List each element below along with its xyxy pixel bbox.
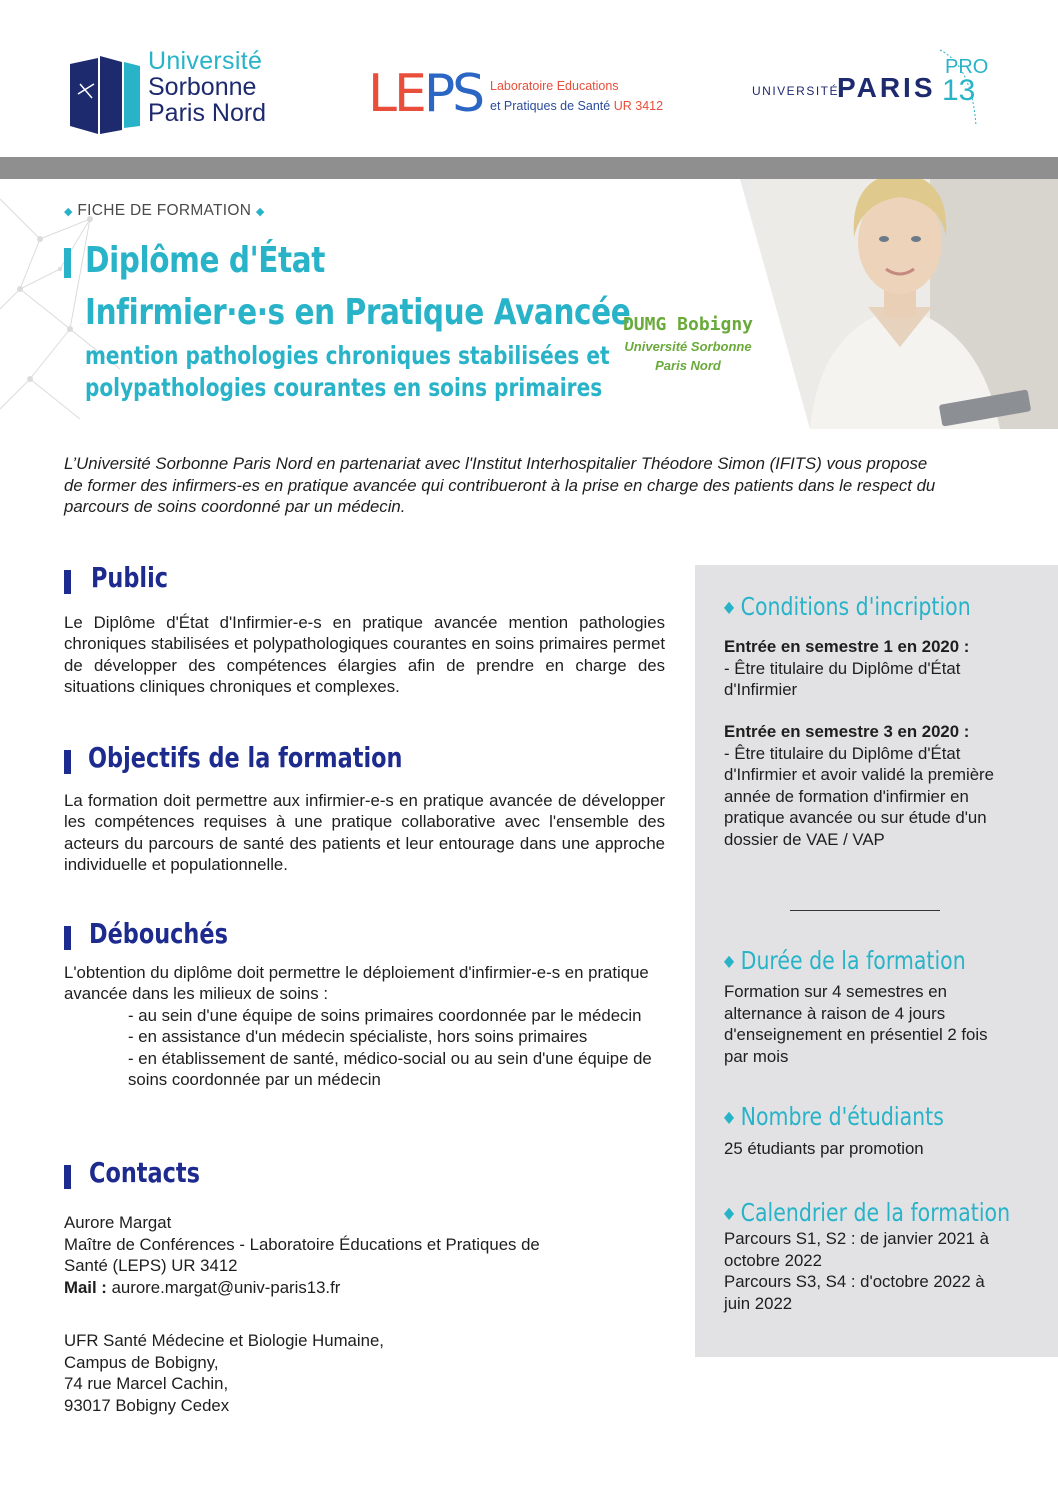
diamond-icon: ◆ (724, 1203, 735, 1222)
paris13-univ: UNIVERSITÉ (752, 84, 840, 98)
leps-sub-line1: Laboratoire Educations (490, 79, 619, 93)
conditions-heading (724, 592, 971, 621)
dumg-name: DUMG Bobigny (622, 314, 754, 335)
public-text: Le Diplôme d'État d'Infirmier-e-s en pratique avancée mention pathologies chroniques stabilisées et polypathologiques courantes en soins primaires permet de développer des compétences élargies afin de prendre en charge des situations cliniques chroniques et complexes. (64, 613, 665, 697)
leps-sub-code: UR 3412 (613, 99, 664, 113)
contact-address (64, 1330, 384, 1416)
paris13-number: 13 (942, 74, 976, 107)
address-line: Campus de Bobigny, (64, 1352, 219, 1372)
contact-name: Aurore Margat (64, 1213, 172, 1232)
panel-divider (790, 910, 940, 911)
diamond-icon: ◆ (64, 206, 73, 218)
address-line: UFR Santé Médecine et Biologie Humaine, (64, 1331, 384, 1350)
duree-text: Formation sur 4 semestres en alternance à raison de 4 jours d'enseignement en présentiel 2 fois par mois (724, 982, 988, 1066)
conditions-s3 (724, 721, 1009, 850)
section-bar (64, 926, 71, 950)
section-bar (64, 1165, 71, 1189)
dumg-university (608, 337, 768, 375)
contact-role-code: UR 3412 (171, 1256, 238, 1275)
calendrier-heading (724, 1198, 1010, 1227)
duree-heading (724, 946, 966, 975)
calendrier-text (724, 1228, 999, 1314)
contact-role-line1: Maître de Conférences - Laboratoire Éducations et Pratiques de (64, 1234, 540, 1254)
conditions-s1 (724, 636, 1009, 701)
nombre-heading-text: Nombre d'étudiants (740, 1102, 944, 1131)
usp-logo-line1: Université (148, 47, 263, 75)
intro-line1: L’Université Sorbonne Paris Nord en partenariat avec l'Institut Interhospitalier Théodore Simon (IFITS) vous propose (64, 454, 928, 473)
conditions-s3-text: - Être titulaire du Diplôme d'État d'Infirmier et avoir validé la première année de formation d'infirmier en pratique avancée ou sur étude d'un dossier de VAE / VAP (724, 743, 994, 849)
diamond-icon: ◆ (255, 206, 265, 218)
banner-top-strip (0, 157, 1058, 179)
calendrier-line2: Parcours S3, S4 : d'octobre 2022 à juin 2022 (724, 1272, 985, 1313)
contact-mail-link[interactable]: aurore.margat@univ-paris13.fr (111, 1277, 341, 1297)
contact-person (64, 1212, 624, 1298)
dumg-university-line1: Université Sorbonne (624, 339, 752, 354)
conditions-s1-label: Entrée en semestre 1 en 2020 : (724, 637, 970, 656)
usp-logo (70, 48, 285, 138)
nombre-heading (724, 1102, 944, 1131)
calendrier-line1: Parcours S1, S2 : de janvier 2021 à octobre 2022 (724, 1229, 989, 1270)
section-bar (64, 750, 71, 774)
conditions-s1-text: - Être titulaire du Diplôme d'État d'Infirmier (724, 658, 961, 699)
diamond-icon: ◆ (724, 951, 735, 970)
page-title-line1: Diplôme d'État (85, 240, 325, 281)
debouches-list (64, 962, 665, 1090)
intro-line3: parcours de soins coordonné par un médecin. (64, 497, 406, 516)
section-bar (64, 570, 71, 594)
debouches-heading: Débouchés (89, 917, 228, 950)
page-subtitle-line2: polypathologies courantes en soins primaires (85, 373, 603, 402)
objectifs-text: La formation doit permettre aux infirmier-e-s en pratique avancée de développer les compétences requises à une pratique collaborative avec l'ensemble des acteurs du parcours de santé des patients et leur entourage dans une approche individuelle et populationnelle. (64, 791, 665, 875)
contact-mail-label: Mail : (64, 1277, 107, 1297)
nombre-text: 25 étudiants par promotion (724, 1139, 924, 1158)
contacts-heading: Contacts (89, 1156, 200, 1189)
paris13-pro: PRO (945, 56, 989, 78)
page-title-line2: Infirmier·e·s en Pratique Avancée (85, 292, 631, 333)
debouches-item: - en assistance d'un médecin spécialiste, hors soins primaires (128, 1027, 588, 1047)
dumg-block (608, 314, 768, 375)
leps-logo (368, 66, 688, 126)
diamond-icon: ◆ (724, 597, 735, 616)
page-subtitle (85, 340, 610, 404)
objectifs-heading: Objectifs de la formation (88, 741, 403, 774)
usp-emblem-icon (70, 54, 140, 134)
page-subtitle-line1: mention pathologies chroniques stabilisées et (85, 341, 610, 370)
public-heading: Public (91, 561, 169, 594)
debouches-intro: L'obtention du diplôme doit permettre le déploiement d'infirmier-e-s en pratique avancée dans les milieux de soins : (64, 963, 649, 1004)
intro-paragraph (64, 453, 994, 518)
title-accent-bar (64, 248, 71, 278)
fiche-label (64, 202, 265, 220)
leps-sub-line2: et Pratiques de Santé (490, 99, 611, 113)
intro-line2: de former des infirmers-es en pratique avancée qui contribueront à la prise en charge des patients dans le respect du (64, 475, 936, 495)
leps-wordmark: LEPS (368, 64, 483, 124)
usp-logo-line3: Paris Nord (148, 99, 267, 127)
calendrier-heading-text: Calendrier de la formation (740, 1198, 1011, 1227)
dumg-university-line2: Paris Nord (655, 358, 721, 373)
paris13-logo (752, 46, 1002, 131)
paris13-paris: PARIS (837, 72, 936, 103)
address-line: 93017 Bobigny Cedex (64, 1395, 230, 1415)
contact-role-line2: Santé (LEPS) (64, 1256, 167, 1275)
duree-heading-text: Durée de la formation (740, 946, 966, 975)
address-line: 74 rue Marcel Cachin, (64, 1374, 229, 1393)
diamond-icon: ◆ (724, 1107, 735, 1126)
usp-logo-line2: Sorbonne (148, 73, 257, 101)
fiche-label-text: FICHE DE FORMATION (77, 202, 252, 219)
conditions-heading-text: Conditions d'incription (740, 592, 971, 621)
debouches-item: - au sein d'une équipe de soins primaires coordonnée par le médecin (128, 1005, 642, 1025)
conditions-s3-label: Entrée en semestre 3 en 2020 : (724, 722, 970, 741)
debouches-item: - en établissement de santé, médico-social ou au sein d'une équipe de soins coordonnée par un médecin (128, 1048, 652, 1090)
